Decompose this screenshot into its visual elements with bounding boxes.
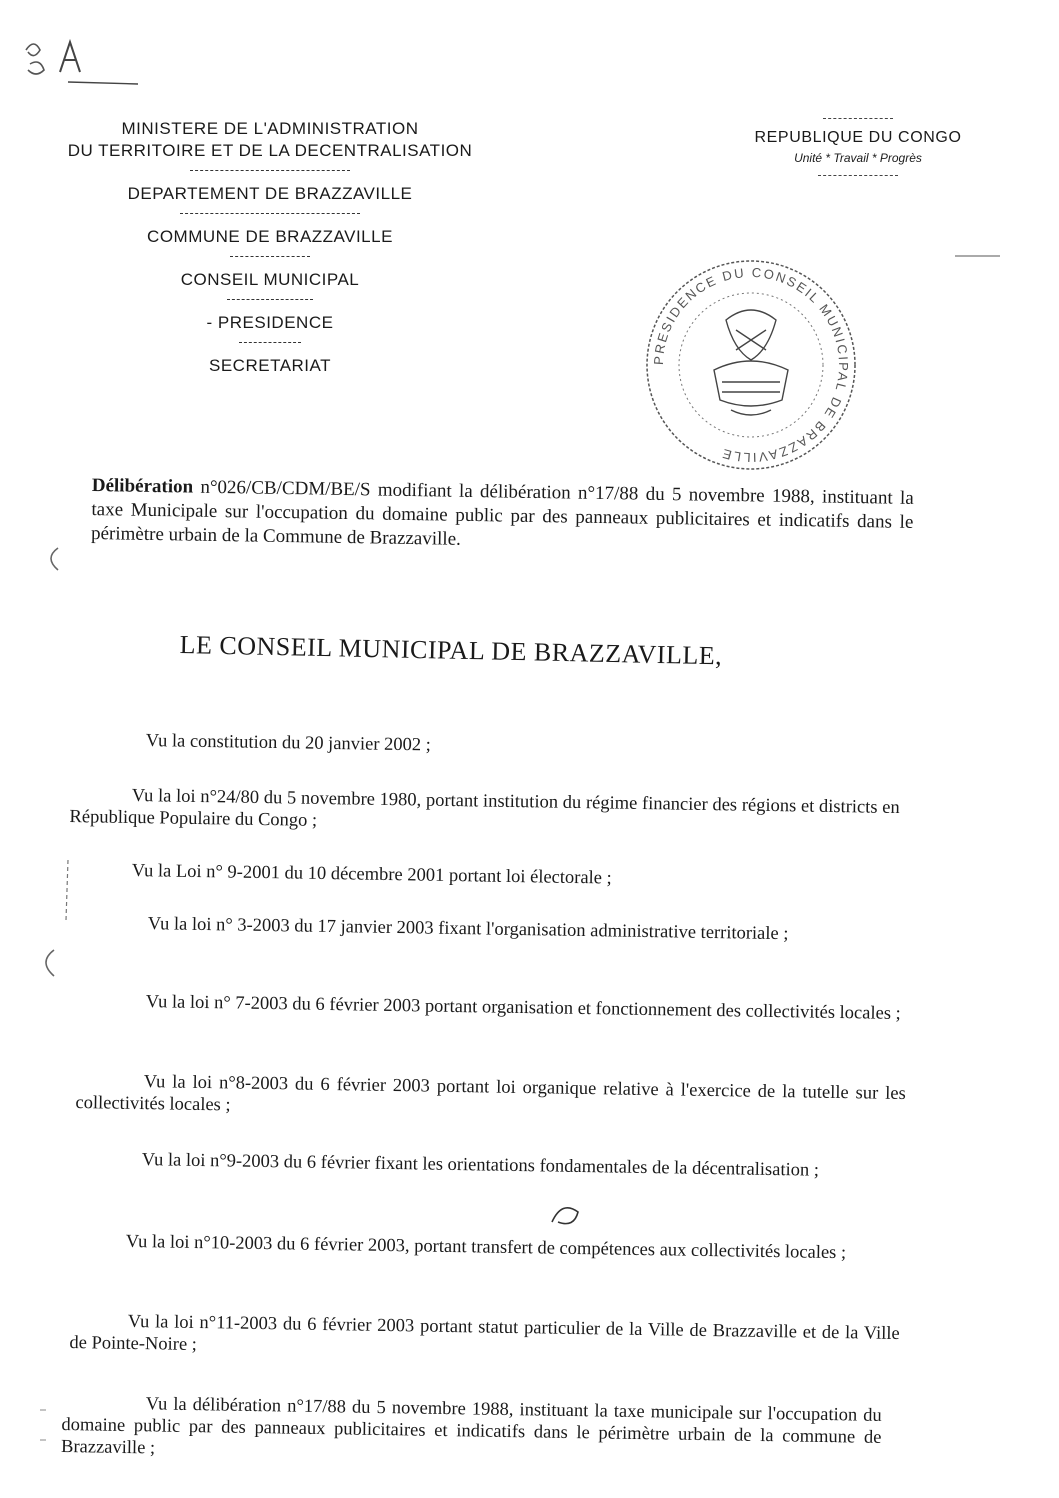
official-stamp <box>636 250 866 480</box>
consideration-item: Vu la loi n°11-2003 du 6 février 2003 portant statut particulier de la Ville de Brazzaville et de la Ville de Pointe-Noire ; <box>69 1311 900 1355</box>
scribble-text: 8 A <box>22 96 24 97</box>
divider <box>239 342 301 343</box>
consideration-item: Vu la loi n°10-2003 du 6 février 2003, portant transfert de compétences aux collectivités locales ; <box>125 1231 847 1264</box>
stamp-ring-text: PRESIDENCE DU CONSEIL MUNICIPAL DE BRAZZAVILLE <box>650 264 852 466</box>
consideration-item: Vu la loi n°24/80 du 5 novembre 1980, portant institution du régime financier des régions et districts en République Populaire du Congo ; <box>69 785 900 831</box>
national-motto: Unité * Travail * Progrès <box>794 151 922 165</box>
consideration-item: Vu la loi n° 7-2003 du 6 février 2003 portant organisation et fonctionnement des collectivités locales ; <box>145 992 901 1024</box>
handwritten-scribble <box>8 20 148 120</box>
department-name: DEPARTEMENT DE BRAZZAVILLE <box>127 184 413 203</box>
republic-header <box>728 118 988 176</box>
republic-name: REPUBLIQUE DU CONGO <box>754 129 962 146</box>
secretariat-label: SECRETARIAT <box>209 356 331 375</box>
council-heading: LE CONSEIL MUNICIPAL DE BRAZZAVILLE, <box>179 630 723 671</box>
consideration-item: Vu la constitution du 20 janvier 2002 ; <box>145 730 432 756</box>
coat-of-arms-icon <box>714 310 788 415</box>
divider <box>180 213 360 214</box>
council-name: CONSEIL MUNICIPAL <box>180 270 360 289</box>
divider <box>190 170 350 171</box>
consideration-item: Vu la Loi n° 9-2001 du 10 décembre 2001 portant loi électorale ; <box>131 860 612 889</box>
divider <box>818 175 898 176</box>
consideration-item: Vu la loi n°9-2003 du 6 février fixant les orientations fondamentales de la décentralisation ; <box>141 1150 820 1181</box>
deliberation-label: Délibération <box>91 474 194 498</box>
divider <box>227 299 313 300</box>
deliberation-title <box>91 474 914 559</box>
commune-name: COMMUNE DE BRAZZAVILLE <box>147 227 393 246</box>
deliberation-text: n°026/CB/CDM/BE/S modifiant la délibération n°17/88 du 5 novembre 1988, instituant la taxe Municipale sur l'occupation du domaine public par des panneaux publicitaires et indicatifs dans le périmètre urbain de la Commune de Brazzaville. <box>90 476 914 550</box>
consideration-item: Vu la délibération n°17/88 du 5 novembre 1988, instituant la taxe municipale sur l'occupation du domaine public par des panneaux publicitaires et indicatifs dans le périmètre urbain de la commune de Brazzaville ; <box>60 1394 882 1459</box>
consideration-item: Vu la loi n°8-2003 du 6 février 2003 portant loi organique relative à l'exercice de la tutelle sur les collectivités locales ; <box>75 1072 906 1116</box>
divider <box>823 118 893 119</box>
divider <box>230 256 310 257</box>
consideration-item: Vu la loi n° 3-2003 du 17 janvier 2003 fixant l'organisation administrative territoriale ; <box>147 914 789 945</box>
ministry-line-1: MINISTERE DE L'ADMINISTRATION <box>121 119 419 138</box>
issuer-header <box>30 118 510 377</box>
presidence-label: - PRESIDENCE <box>206 313 334 332</box>
ministry-line-2: DU TERRITOIRE ET DE LA DECENTRALISATION <box>67 141 473 160</box>
svg-text:PRESIDENCE DU CONSEIL MUNICIPA <box>651 265 851 465</box>
